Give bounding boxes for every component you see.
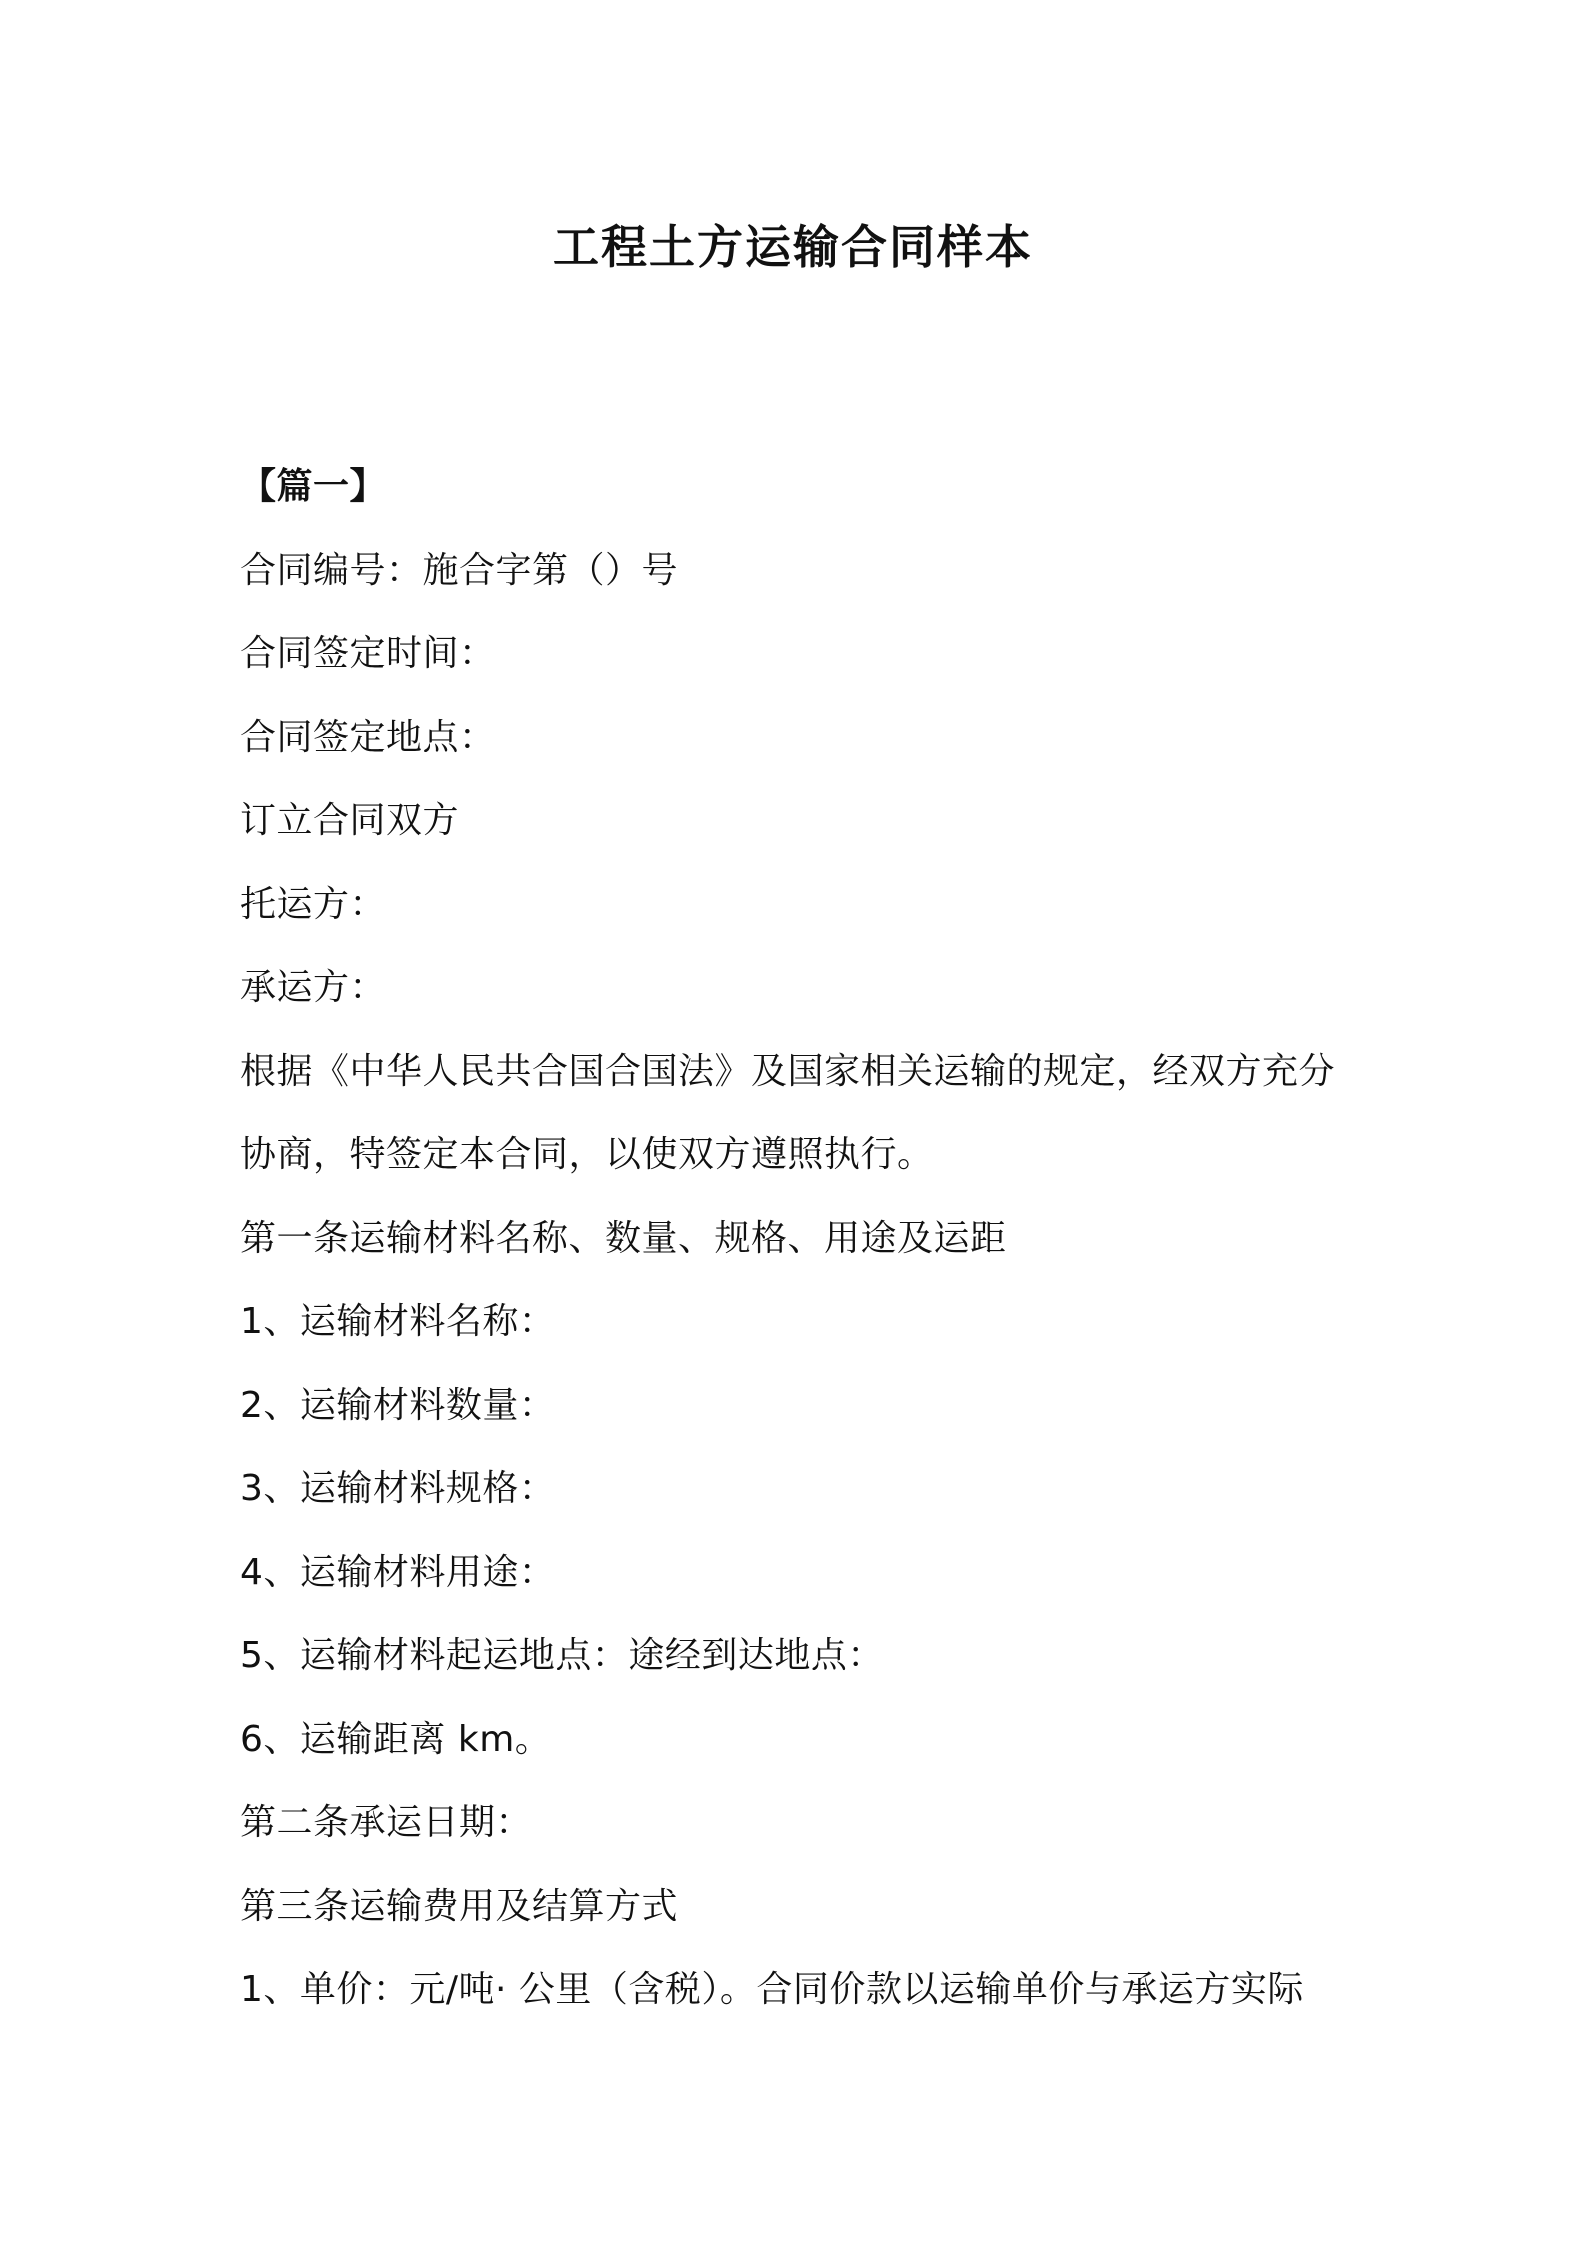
material-name-line: 1、运输材料名称： [240,1301,556,1342]
carrier-line: 承运方： [240,967,387,1008]
unit-price-line: 1、单价：元/吨· 公里（含税）。合同价款以运输单价与承运方实际 [240,1969,1304,2010]
distance-line: 6、运输距离 km。 [240,1718,552,1760]
material-use-line: 4、运输材料用途： [240,1551,556,1593]
material-quantity-line: 2、运输材料数量： [240,1384,556,1426]
shipper-line: 托运方： [240,883,387,925]
preamble-line-2: 协商，特签定本合同，以使双方遵照执行。 [240,1134,934,1175]
article-3-heading: 第三条运输费用及结算方式 [240,1885,679,1927]
preamble-line-1: 根据《中华人民共合国合国法》及国家相关运输的规定，经双方充分 [240,1050,1336,1092]
parties-line: 订立合同双方 [240,800,460,841]
signing-place-line: 合同签定地点： [240,716,496,758]
signing-time-line: 合同签定时间： [240,633,496,674]
contract-number-line: 合同编号：施合字第（）号 [240,549,679,591]
document-title: 工程土方运输合同样本 [553,220,1033,274]
document-body [240,445,1370,2032]
route-line: 5、运输材料起运地点：途经到达地点： [240,1635,884,1676]
article-2-heading: 第二条承运日期： [240,1802,533,1843]
article-1-heading: 第一条运输材料名称、数量、规格、用途及运距 [240,1217,1007,1259]
section-heading: 【篇一】 [240,466,387,507]
material-spec-line: 3、运输材料规格： [240,1468,556,1509]
